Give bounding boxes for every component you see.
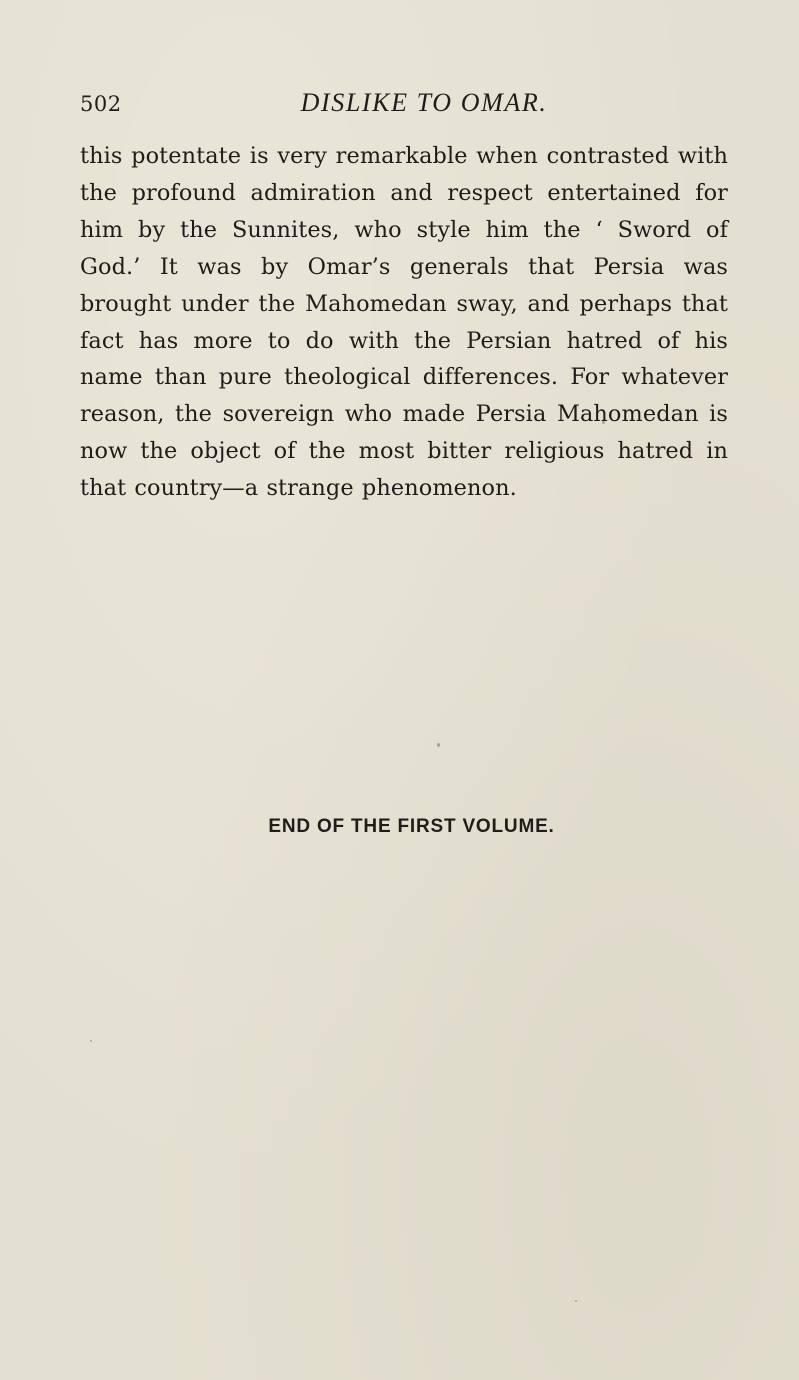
page-number: 502 xyxy=(80,92,122,116)
paper-speck xyxy=(90,1040,92,1042)
running-title: DISLIKE TO OMAR. xyxy=(300,88,548,117)
body-paragraph: this potentate is very remarkable when contrasted with the profound admiration and respect entertained for him by the Sunnites, who style him the ‘ Sword of God.’ It was by Omar’s generals that Persia was brought under the Mahomedan sway, and perhaps that fact has more to do with the Persian hatred of his name than pure theological differences. For whatever reason, the sovereign who made Persia Mahomedan is now the object of the most bitter religious hatred in that country—a strange phenomenon. xyxy=(80,143,728,502)
running-head xyxy=(80,88,728,122)
paper-speck xyxy=(437,743,440,747)
paper-speck xyxy=(575,1300,577,1302)
paper-speck xyxy=(602,421,605,424)
end-of-volume-note: END OF THE FIRST VOLUME. xyxy=(268,816,555,837)
